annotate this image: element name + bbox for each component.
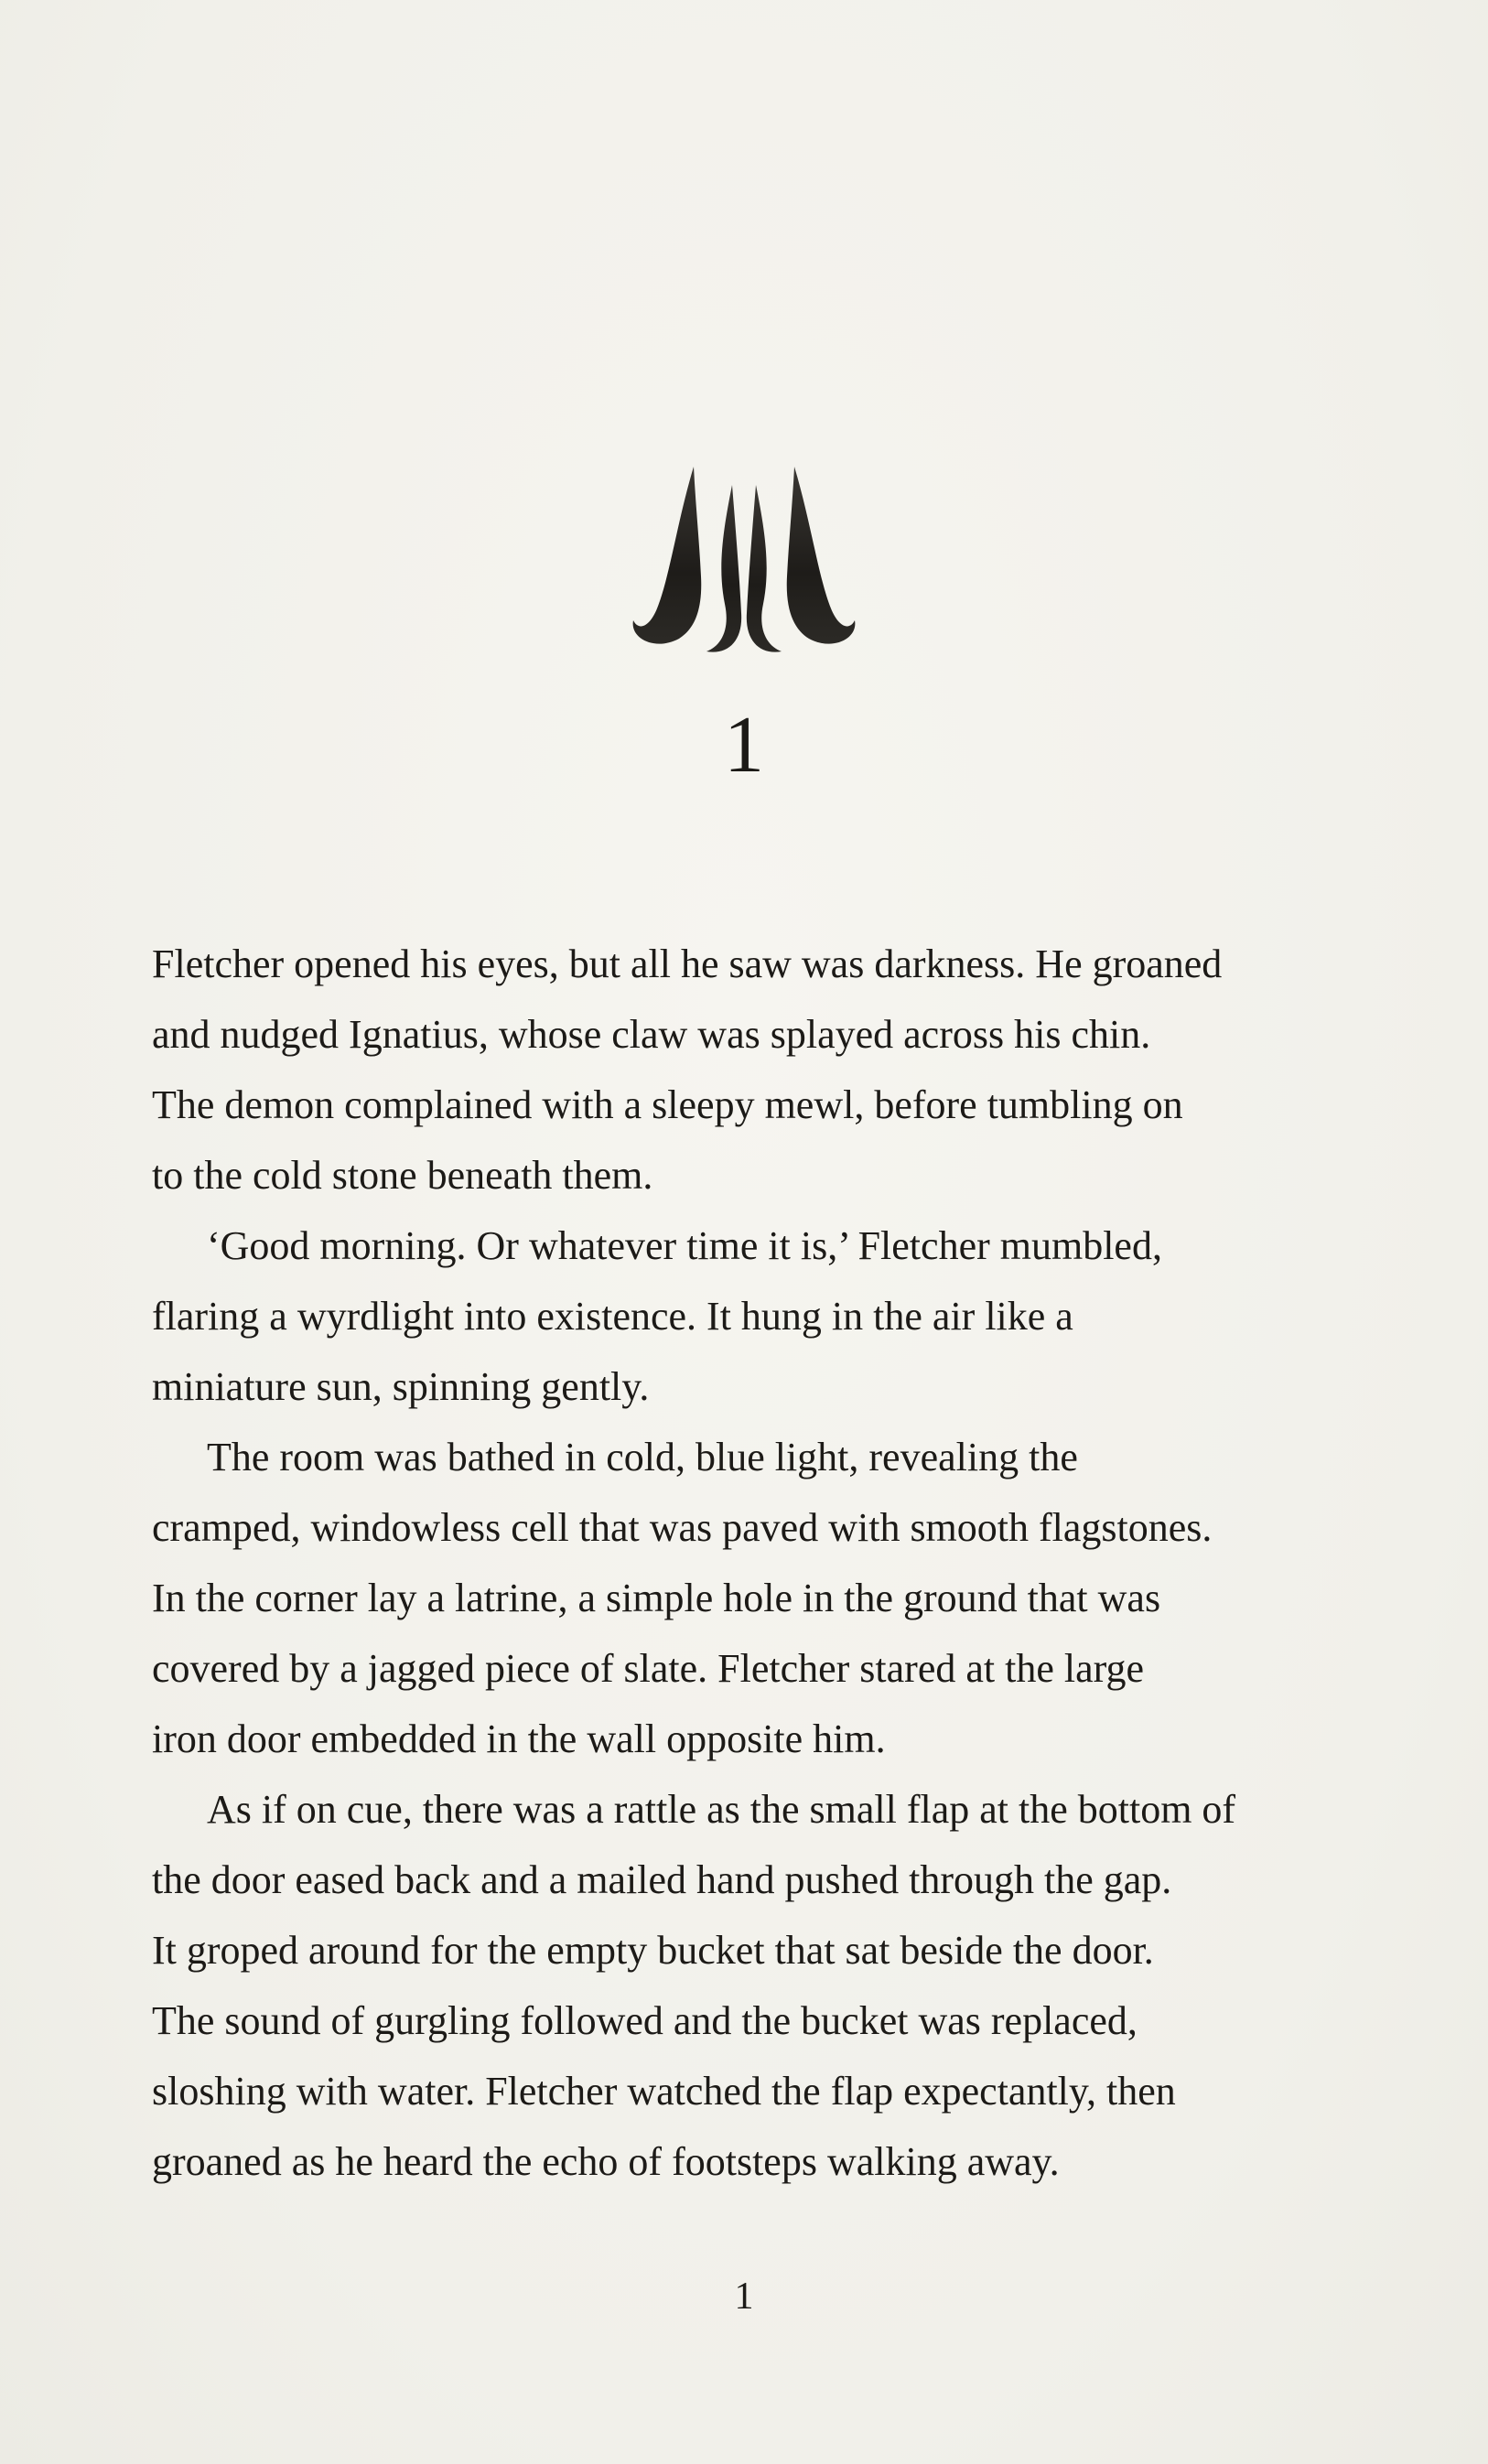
chapter-number: 1 <box>724 701 764 790</box>
paragraph: ‘Good morning. Or whatever time it is,’ Fletcher mumbled, flaring a wyrdlight into existence. It hung in the air like a miniature sun, spinning gently. <box>152 1223 1162 1409</box>
paragraph: The room was bathed in cold, blue light, revealing the cramped, windowless cell that was paved with smooth flagstones. In the corner lay a latrine, a simple hole in the ground that was covered by a jagged piece of slate. Fletcher stared at the large iron door embedded in the wall opposite him. <box>152 1435 1213 1761</box>
page-number: 1 <box>734 2276 754 2318</box>
chapter-body <box>152 929 1342 2197</box>
horn-ornament-icon <box>630 457 858 668</box>
paragraph: Fletcher opened his eyes, but all he saw was darkness. He groaned and nudged Ignatius, whose claw was splayed across his chin. The demon complained with a sleepy mewl, before tumbling on to the cold stone beneath them. <box>152 941 1223 1198</box>
paragraph: As if on cue, there was a rattle as the small flap at the bottom of the door eased back and a mailed hand pushed through the gap. It groped around for the empty bucket that sat beside the door. The sound of gurgling followed and the bucket was replaced, sloshing with water. Fletcher watched the flap expectantly, then groaned as he heard the echo of footsteps walking away. <box>152 1787 1236 2184</box>
